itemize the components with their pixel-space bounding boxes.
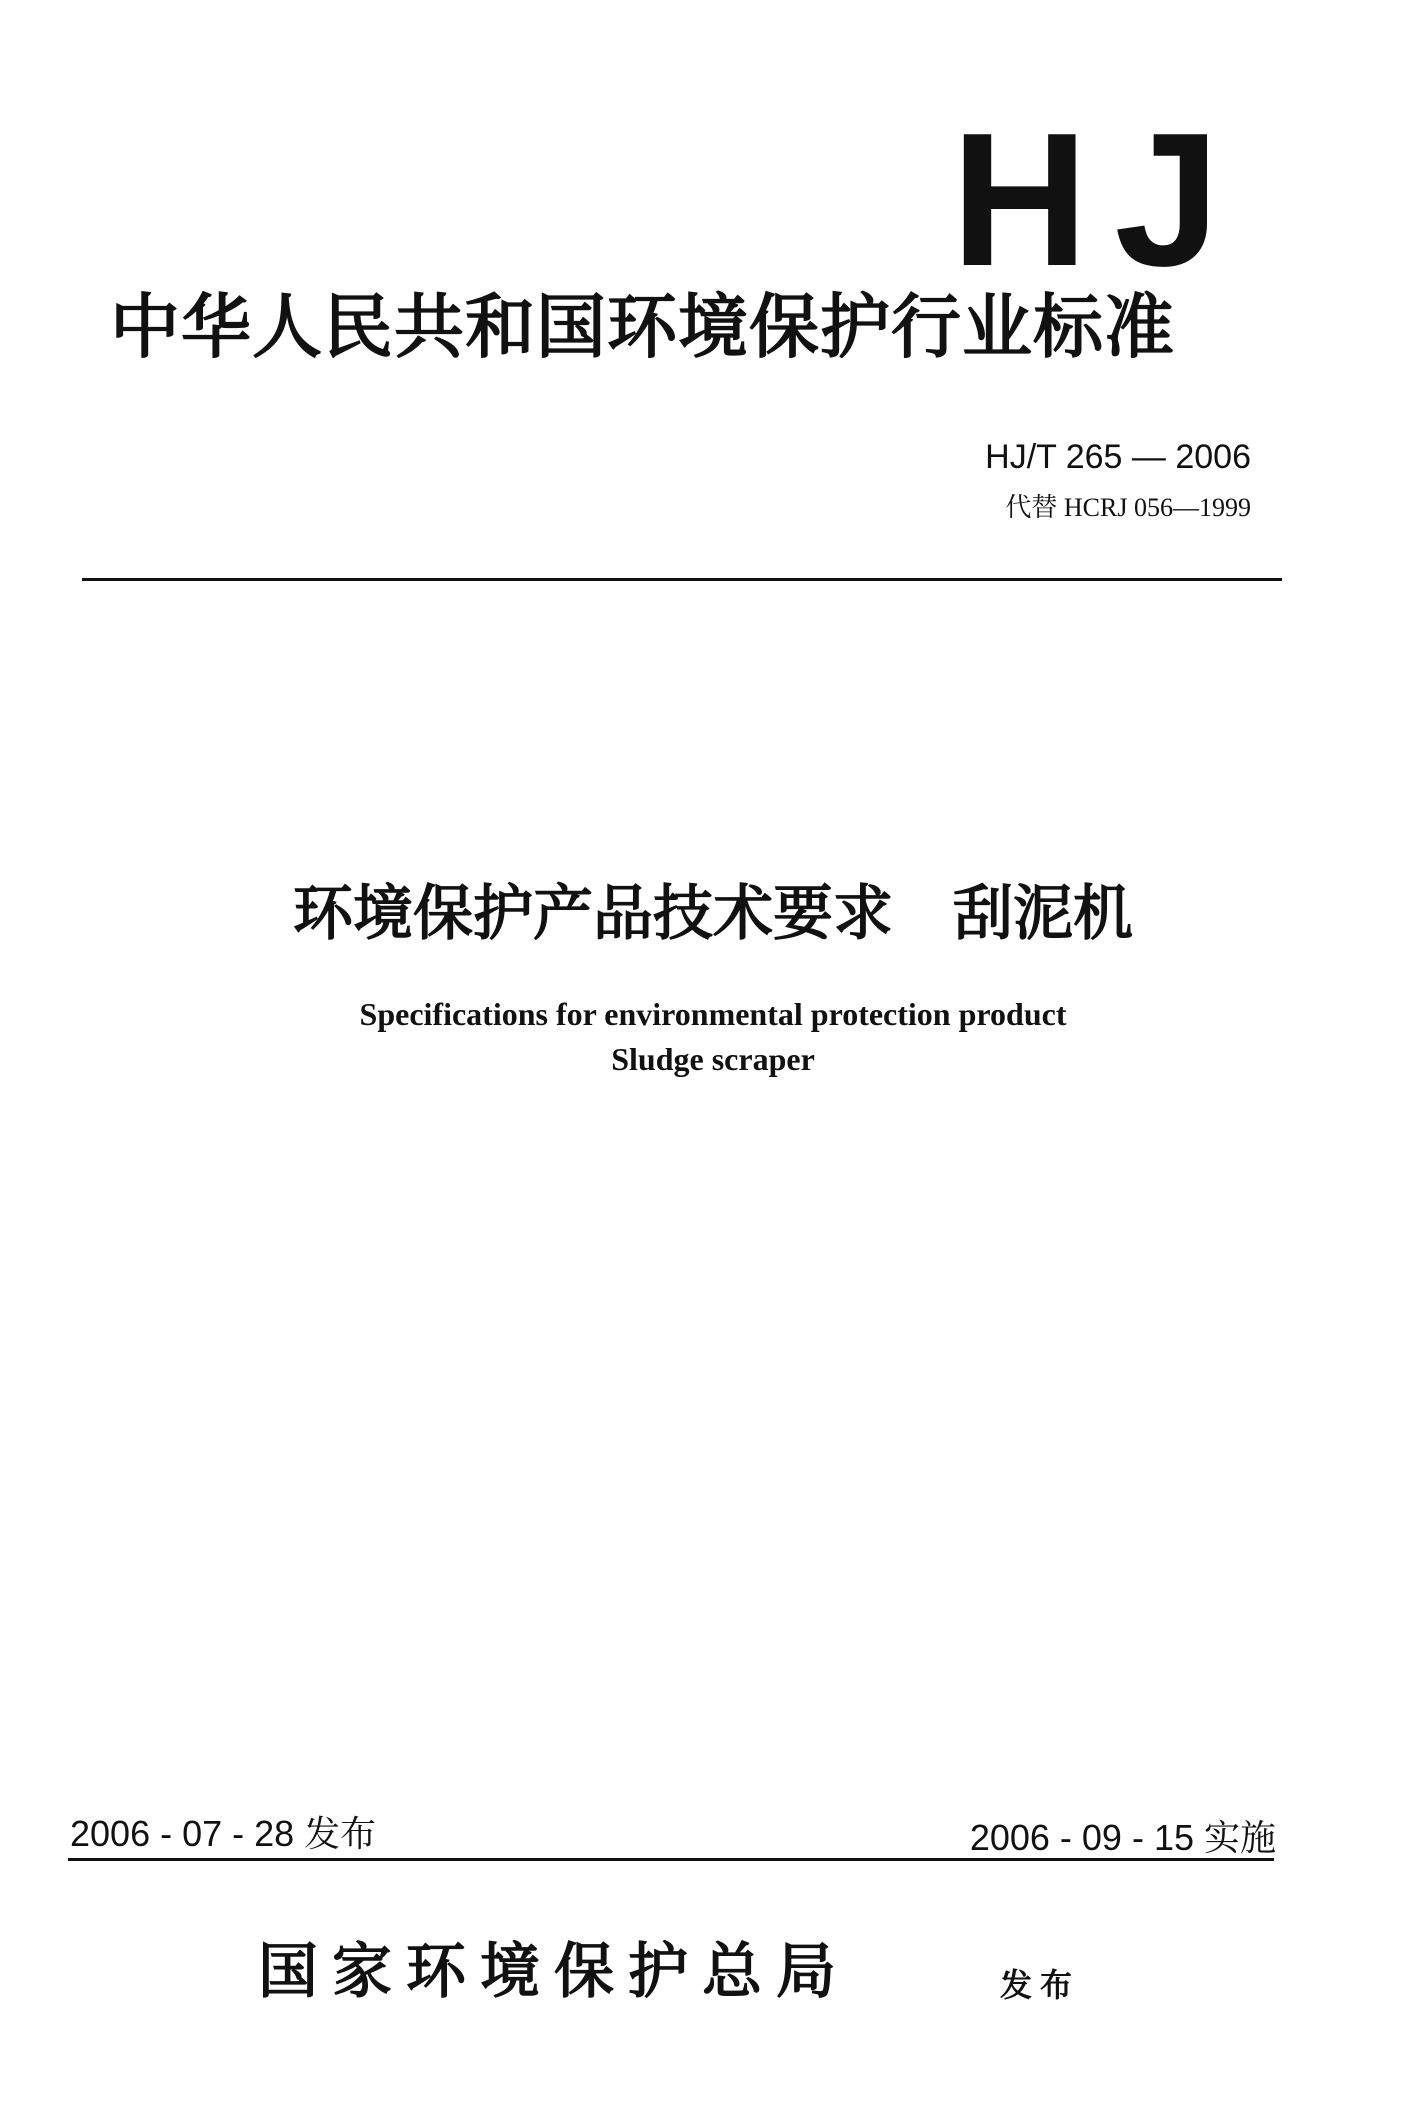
- english-title-line2: Sludge scraper: [611, 1040, 815, 1077]
- hj-logo: HJ: [951, 94, 1246, 306]
- issue-date: 2006 - 07 - 28 发布: [70, 1813, 377, 1854]
- issuing-authority: 国家环境保护总局: [258, 1937, 850, 2007]
- english-title-line1: Specifications for environmental protection product: [359, 996, 1067, 1032]
- bottom-divider: [68, 1858, 1274, 1861]
- implementation-date: 2006 - 09 - 15 实施: [969, 1817, 1276, 1858]
- chinese-title: 环境保护产品技术要求 刮泥机: [293, 879, 1133, 949]
- english-title: [0, 992, 1426, 1082]
- replaces-note: 代替 HCRJ 056—1999: [1005, 493, 1251, 522]
- standard-code: HJ/T 265 — 2006: [985, 438, 1251, 476]
- standard-type-heading: 中华人民共和国环境保护行业标准: [110, 286, 1175, 368]
- top-divider: [82, 578, 1282, 581]
- issue-label: 发布: [1000, 1966, 1081, 2004]
